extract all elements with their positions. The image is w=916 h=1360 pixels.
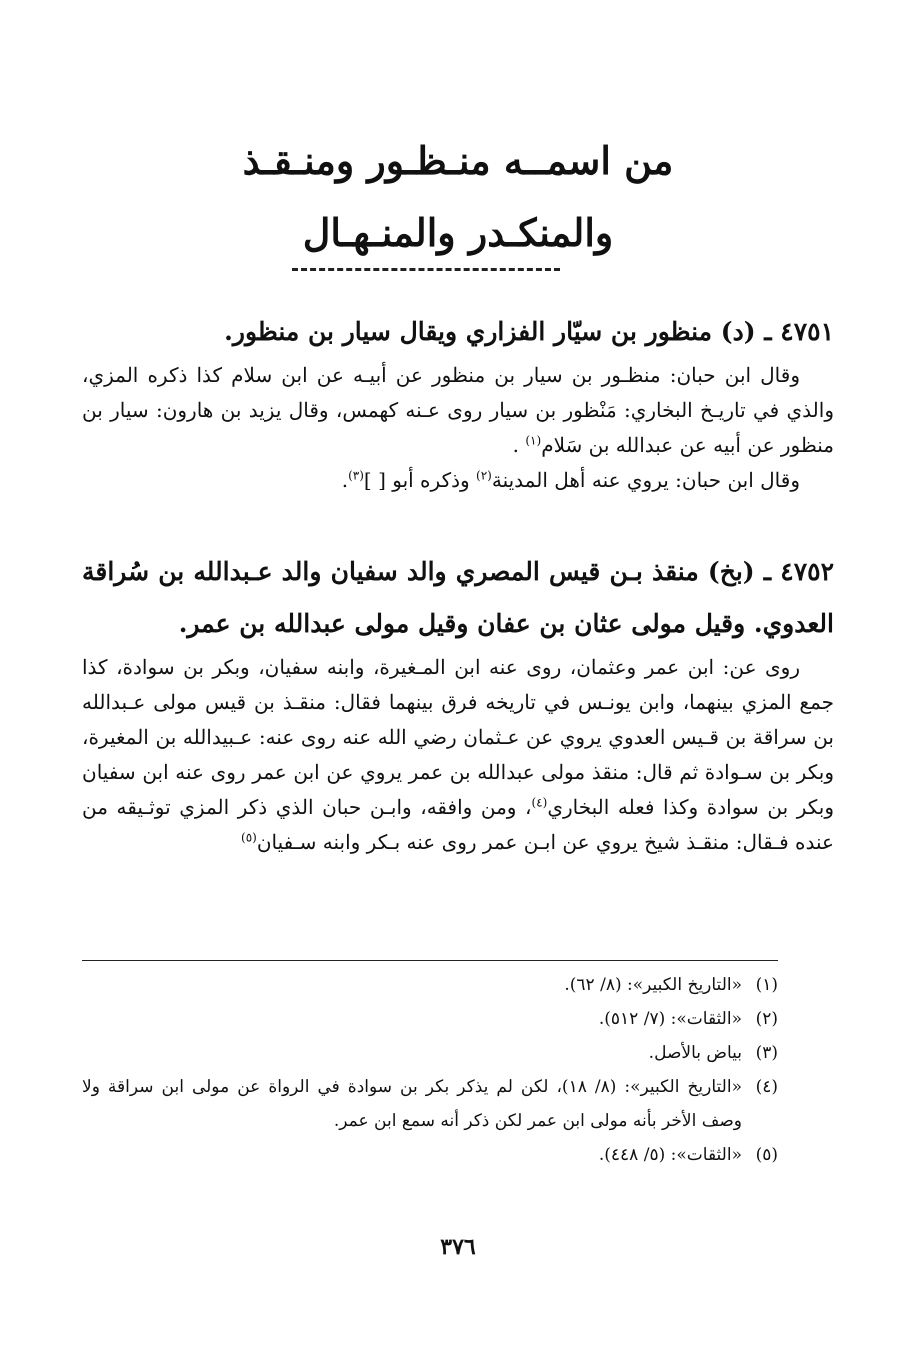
section-title-line-1: من اسمــه منـظـور ومنـقـذ (242, 138, 674, 183)
footnote-text: «التاريخ الكبير»: (٨/ ٦٢). (564, 975, 742, 995)
footnote-ref[interactable]: (٣) (348, 468, 364, 483)
entry-4751 (82, 306, 834, 498)
title-divider (292, 268, 560, 271)
footnote-number: (١) (755, 975, 778, 995)
footnote-text: بياض بالأصل. (648, 1043, 742, 1063)
entry-heading: ٤٧٥١ ـ (د) منظور بن سيّار الفزاري ويقال سيار بن منظور. (224, 317, 834, 346)
footnote-number: (٣) (755, 1043, 778, 1063)
text-run: روى عن: ابن عمر وعثمان، روى عنه ابن المـغيرة، وابنه سفيان، وبكر بن سوادة، كذا جمع المزي بينهما، وابن يونـس في تاريخه فرق بينهما فقال: منقـذ بن قيس مولى عـبدالله بن سراقة بن قـيس العدوي يروي عن عـثمان رضي الله عنه روى عنه: عـبيدالله بن المغيرة، وبكر بن سـوادة ثم قال: منقذ مولى عبدالله بن عمر يروي عن ابن عمر روى عنه ابن سفيان وبكر بن سوادة وكذا فعله البخاري (82, 655, 835, 819)
footnote-number: (٤) (755, 1077, 778, 1097)
footnote (82, 1070, 778, 1138)
page-number: ٣٧٦ (440, 1234, 476, 1260)
footnote-text: «الثقات»: (٥/ ٤٤٨). (598, 1145, 742, 1165)
footnote (82, 968, 778, 1002)
entry-paragraph (82, 650, 834, 860)
entry-paragraph (82, 463, 834, 498)
text-run: ، ومن وافقه، وابـن حبان الذي ذكر المزي توثـيقه من عنده فـقال: منقـذ شيخ يروي عن ابـن عمر روى عنه بـكر وابنه سـفيان (82, 795, 834, 854)
footnote (82, 1002, 778, 1036)
section-title-line-2: والمنكـدر والمنـهـال (302, 210, 614, 255)
footnote-text: «الثقات»: (٧/ ٥١٢). (598, 1009, 742, 1029)
text-run: وقال ابن حبان: منظـور بن سيار بن منظور عن أبيـه عن ابن سلام كذا ذكره المزي، والذي في تاريـخ البخاري: مَنْظور بن سيار روى عـنه كهمس، وقال يزيد بن هارون: سيار بن منظور عن أبيه عن عبدالله بن سَلام (82, 363, 834, 457)
footnote-ref[interactable]: (١) (525, 433, 542, 448)
footnote-ref[interactable]: (٢) (476, 468, 492, 483)
entry-paragraph (82, 358, 834, 463)
footnote (82, 1036, 778, 1070)
footnote-text: «التاريخ الكبير»: (٨/ ١٨)، لكن لم يذكر بكر بن سوادة في الرواة عن مولى ابن سراقة ولا وصف الأخر بأنه مولى ابن عمر لكن ذكر أنه سمع ابن عمر. (82, 1077, 742, 1131)
footnotes (82, 968, 778, 1172)
footnote-ref[interactable]: (٥) (241, 830, 257, 845)
entry-4752 (82, 546, 834, 860)
footnote-number: (٢) (755, 1009, 778, 1029)
text-run: . (341, 468, 349, 492)
footnote-divider (82, 960, 778, 961)
footnote (82, 1138, 778, 1172)
text-run: وقال ابن حبان: يروي عنه أهل المدينة (491, 468, 800, 492)
footnote-number: (٥) (755, 1145, 778, 1165)
footnote-ref[interactable]: (٤) (531, 795, 548, 810)
entry-heading: ٤٧٥٢ ـ (بخ) منقذ بـن قيس المصري والد سفيان والد عـبدالله بن سُراقة العدوي. وقيل مولى عثان بن عفان وقيل مولى عبدالله بن عمر. (82, 557, 834, 638)
text-run: . (512, 433, 526, 457)
text-run: وذكره أبو [ ] (363, 468, 477, 492)
